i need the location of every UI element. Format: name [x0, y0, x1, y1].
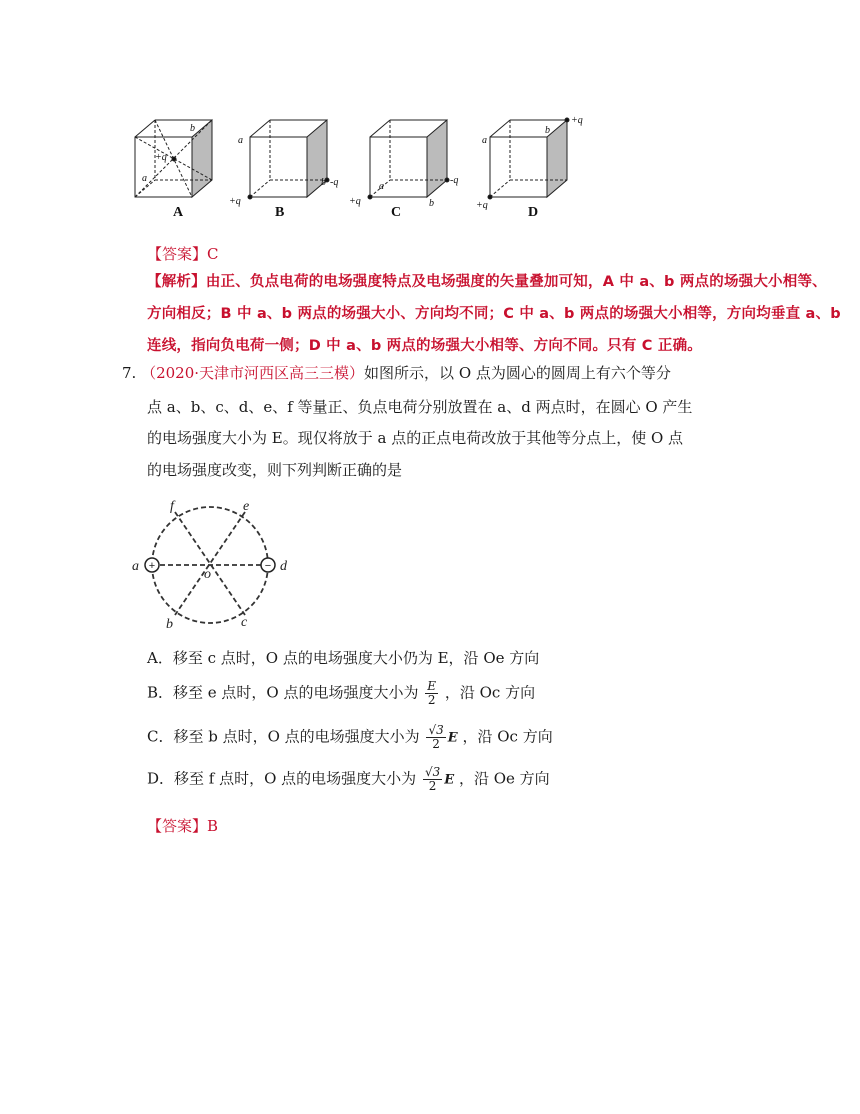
- cube-label-c: C: [391, 205, 402, 220]
- q7-line-4: 的电场强度改变，则下列判断正确的是: [147, 461, 403, 479]
- q7-answer-value: B: [207, 817, 219, 835]
- svg-text:+: +: [148, 560, 156, 572]
- circle-label-c: c: [241, 615, 248, 630]
- cube-a: [135, 120, 212, 197]
- circle-label-a: a: [132, 559, 139, 574]
- cube-d-point-b: b: [545, 125, 550, 136]
- circle-label-d: d: [280, 559, 287, 574]
- cube-d-charge-pos: +q: [476, 200, 488, 210]
- cube-label-b: B: [275, 205, 285, 220]
- q6-analysis-line-1: 【解析】由正、负点电荷的电场强度特点及电场强度的矢量叠加可知，A 中 a、b 两点的场强大小相等、: [147, 274, 827, 290]
- option-c: C．移至 b 点时，O 点的电场强度大小为 $\frac{√3}{2}$ E ，沿 Oc 方向: [147, 723, 553, 751]
- circle-label-b: b: [166, 617, 173, 631]
- q7-source: （2020·天津市河西区高三三模）: [141, 364, 365, 382]
- q6-analysis-line-3: 连线，指向负电荷一侧；D 中 a、b 两点的场强大小相等、方向不同。只有 C 正确。: [147, 338, 702, 354]
- option-c-fraction: $\frac{√3}{2}$: [428, 723, 444, 751]
- option-b: B．移至 e 点时，O 点的电场强度大小为 $\frac{E}{2}$ ，沿 Oc 方向: [147, 679, 536, 707]
- cube-b-charge-pos: +q: [229, 196, 241, 207]
- cube-b: [248, 120, 329, 199]
- q7-answer: [147, 815, 218, 836]
- cube-b-point-a: a: [238, 135, 243, 146]
- cube-d-charge-pos-top: +q: [571, 115, 583, 126]
- cube-label-d: D: [528, 205, 539, 220]
- q6-answer-value: C: [207, 245, 219, 263]
- q7-answer-tag: 【答案】: [147, 817, 208, 835]
- cube-d-point-a: a: [482, 135, 487, 146]
- option-b-fraction: $\frac{E}{2}$: [427, 679, 437, 707]
- q6-analysis-tag: 【解析】: [147, 274, 206, 290]
- q7-first-line: 7. （2020·天津市河西区高三三模）如图所示，以 O 点为圆心的圆周上有六个等分: [122, 364, 671, 382]
- cube-b-charge-neg: -q: [330, 177, 339, 188]
- option-a: A．移至 c 点时，O 点的电场强度大小仍为 E，沿 Oe 方向: [147, 649, 540, 667]
- q7-number: 7.: [122, 364, 137, 382]
- circle-label-e: e: [243, 499, 250, 514]
- cube-d: [488, 118, 569, 199]
- q6-answer-tag: 【答案】: [147, 245, 208, 263]
- q7-line-3: 的电场强度大小为 E。现仅将放于 a 点的正点电荷改放于其他等分点上，使 O 点: [147, 429, 684, 447]
- cube-diagrams: [125, 110, 605, 210]
- cube-c-charge-pos: +q: [349, 196, 361, 207]
- cube-a-point-b: b: [190, 123, 195, 134]
- cube-label-a: A: [173, 205, 184, 220]
- circle-diagram: [128, 495, 298, 631]
- cube-c-point-b: b: [429, 198, 434, 209]
- q6-answer: [147, 243, 219, 264]
- option-d: D．移至 f 点时，O 点的电场强度大小为 $\frac{√3}{2}$ E ，沿 Oe 方向: [147, 765, 550, 793]
- cube-a-charge: +q: [155, 152, 167, 163]
- cube-a-point-a: a: [142, 173, 147, 184]
- q6-analysis-line-2: 方向相反；B 中 a、b 两点的场强大小、方向均不同；C 中 a、b 两点的场强大小相等，方向均垂直 a、b: [147, 306, 841, 322]
- svg-text:−: −: [264, 560, 272, 572]
- cube-b-point-b: b: [321, 177, 326, 188]
- cube-c-charge-neg: -q: [450, 175, 459, 186]
- circle-label-o: o: [204, 567, 211, 582]
- circle-label-f: f: [170, 499, 174, 514]
- q7-line-2: 点 a、b、c、d、e、f 等量正、负点电荷分别放置在 a、d 两点时，在圆心 O 产生: [147, 398, 693, 416]
- cube-c-point-a: a: [379, 181, 384, 192]
- option-d-fraction: $\frac{√3}{2}$: [424, 765, 441, 793]
